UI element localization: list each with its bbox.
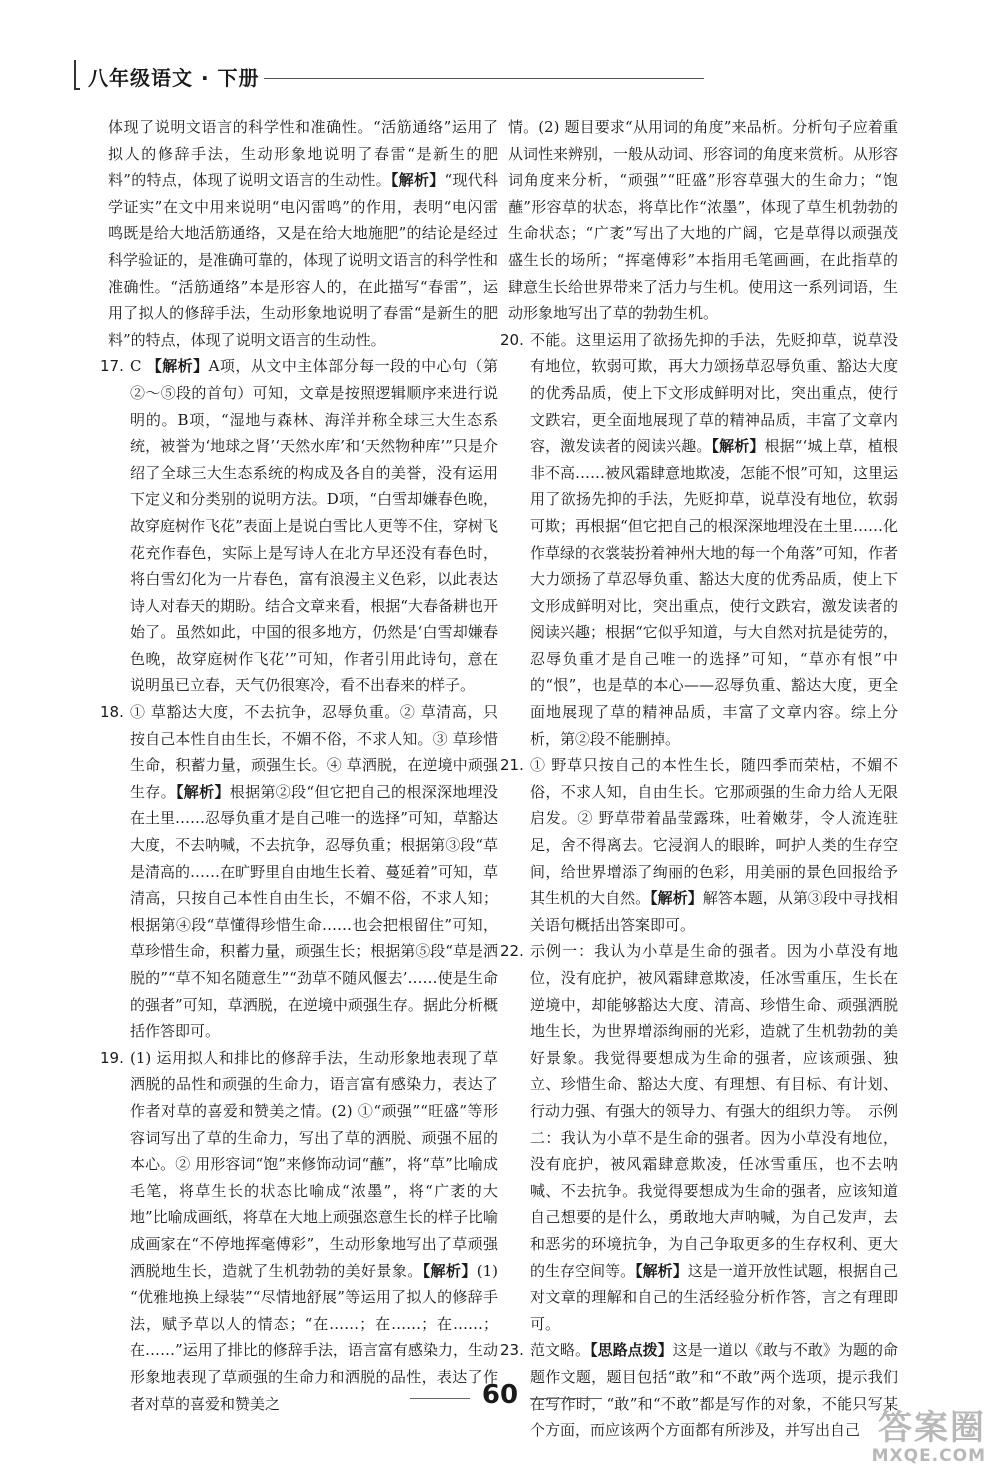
question-number: 22. (500, 942, 524, 961)
header-bracket (74, 60, 80, 90)
answer-item (100, 353, 498, 699)
answer-text: 这是一道开放性试题，根据自己对文章的理解和自己的生活经验分析作答，言之有理即可。 (530, 1261, 898, 1333)
footer-rule-left (410, 1398, 470, 1399)
question-number: 20. (500, 330, 524, 349)
answer-text: (1) “优雅地换上绿装”“尽情地舒展”等运用了拟人的修辞手法，赋予草以人的情态；“在……；在……；在……；在……”运用了排比的修辞手法，语言富有感染力，生动形象地表现了草顽强的生命力和洒脱的品性，表达了作者对草的喜爱和赞美之 (130, 1261, 498, 1413)
watermark-text-bottom: MXQE.COM (871, 1446, 986, 1466)
section-label: 【解析】 (711, 437, 765, 456)
section-label: 【解析】 (146, 357, 209, 376)
answer-text: “现代科学证实”在文中用来说明“电闪雷鸣”的作用，表明“电闪雷鸣既是给大地活筋通络，又是在给大地施肥”的结论是经过科学验证的，是准确可靠的，体现了说明文语言的科学性和准确性。“活筋通络”本是形容人的，在此描写“春雷”，运用了拟人的修辞手法，生动形象地说明了春雷“是新生的肥料”的特点，体现了说明文语言的生动性。 (108, 171, 499, 349)
answer-text: 不能。这里运用了欲扬先抑的手法，先贬抑草，说草没有地位，软弱可欺，再大力颂扬草忍辱负重、豁达大度的优秀品质，使上下文形成鲜明对比，突出重点，使行文跌宕，更全面地展现了草的精神品质，丰富了文章内容，激发读者的阅读兴趣。 (530, 330, 898, 456)
question-number: 17. (100, 357, 124, 376)
page-header (74, 58, 634, 92)
section-label: 【解析】 (175, 782, 230, 801)
answer-item (108, 114, 498, 353)
answer-text: 根据“‘城上草，植根非不高……被风霜肆意地欺凌，怎能不恨”可知，这里运用了欲扬先抑的手法，先贬抑草，说草没有地位，软弱可欺；再根据“但它把自己的根深深地埋没在土里……化作草绿的衣裳装扮着神州大地的每一个角落”可知，作者大力颂扬了草忍辱负重、豁达大度的优秀品质，使上下文形成鲜明对比，突出重点，使行文跌宕，激发读者的阅读兴趣；根据“它似乎知道，与大自然对抗是徒劳的，忍辱负重才是自己唯一的选择”可知，“草亦有恨”中的“恨”，也是草的本心——忍辱负重、豁达大度，更全面地展现了草的精神品质，丰富了文章内容。综上分析，第②段不能删掉。 (530, 437, 898, 748)
section-label: 【解析】 (422, 1261, 477, 1280)
question-number: 23. (500, 1341, 524, 1360)
answer-item (500, 938, 898, 1337)
answer-text: A项，从文中主体部分每一段的中心句（第②～⑤段的首句）可知，文章是按照逻辑顺序来进行说明的。B项，“湿地与森林、海洋并称全球三大生态系统，被誉为‘地球之肾’‘天然水库’和‘天然物种库’”只是介绍了全球三大生态系统的构成及各自的美誉，没有运用下定义和分类别的说明方法。D项，“白雪却嫌春色晚，故穿庭树作飞花”表面上是说白雪比人更等不住，穿树飞花充作春色，实际上是写诗人在北方早还没有春色时，将白雪幻化为一片春色，富有浪漫主义色彩，以此表达诗人对春天的期盼。结合文章来看，根据“大春备耕也开始了。虽然如此，中国的很多地方，仍然是‘白雪却嫌春色晚，故穿庭树作飞花’”可知，作者引用此诗句，意在说明虽已立春，天气仍很寒冷，看不出春来的样子。 (130, 357, 498, 695)
answer-text: C (130, 357, 147, 376)
answer-item (508, 114, 898, 327)
book-title: 八年级语文 · 下册 (88, 66, 260, 90)
answer-text: 示例一：我认为小草是生命的强者。因为小草没有地位，没有庇护，被风霜肆意欺凌，任冰雪重压，生长在逆境中，却能够豁达大度、清高、珍惜生命、顽强洒脱地生长，为世界增添绚丽的光彩，造就了生机勃勃的美好景象。我觉得要想成为生命的强者，应该顽强、独立、珍惜生命、豁达大度、有理想、有目标、有计划、行动力强、有强大的领导力、有强大的组织力等。 示例二：我认为小草不是生命的强者。因为小草没有地位，没有庇护，被风霜肆意欺凌，任冰雪重压，也不去呐喊、不去抗争。我觉得要想成为生命的强者，应该知道自己想要的是什么，勇敢地大声呐喊，为自己发声，去和恶劣的环境抗争，为自己争取更多的生存权利、更大的生存空间等。 (530, 942, 898, 1280)
answer-item (500, 752, 898, 938)
watermark-logo (820, 1400, 990, 1468)
question-number: 18. (100, 703, 124, 722)
answer-item (100, 1045, 498, 1417)
section-label: 【解析】 (390, 171, 445, 190)
left-column (100, 114, 499, 1417)
section-label: 【思路点拨】 (590, 1341, 673, 1360)
answer-text: 这是一道以《敢与不敢》为题的命题作文题，题目包括“敢”和“不敢”两个选项，提示我们在写作时，“敢”和“不敢”都是写作的对象，不能只写某个方面，而应该两个方面都有所涉及，并写出自己 (530, 1341, 898, 1440)
question-number: 21. (500, 756, 524, 775)
answer-text: 范文略。 (530, 1341, 591, 1360)
answer-text: ① 野草只按自己的本性生长，随四季而荣枯，不媚不俗，不求人知，自由生长。它那顽强的生命力给人无限启发。② 野草带着晶莹露珠，吐着嫩芽，令人流连驻足，舍不得离去。它浸润人的眼眸，呵护人类的生存空间，给世界增添了绚丽的色彩，用美丽的景色回报给予其生机的大自然。 (530, 756, 898, 908)
page-number: 60 (481, 1380, 519, 1410)
answer-text: ① 草豁达大度，不去抗争，忍辱负重。② 草清高，只按自己本性自由生长，不媚不俗，不求人知。③ 草珍惜生命，积蓄力量，顽强生长。④ 草洒脱，在逆境中顽强生存。 (130, 703, 498, 801)
section-label: 【解析】 (650, 889, 703, 908)
answer-text: 情。(2) 题目要求“从用词的角度”来品析。分析句子应着重从词性来辨别，一般从动词、形容词的角度来赏析。从形容词角度来分析，“顽强”“旺盛”形容草强大的生命力；“饱蘸”形容草的状态，将草比作“浓墨”，体现了草生机勃勃的生命状态；“广袤”写出了大地的广阔，它是草得以顽强茂盛生长的场所；“挥毫傅彩”本指用毛笔画画，在此指草的肆意生长给世界带来了活力与生机。使用这一系列词语，生动形象地写出了草的勃勃生机。 (508, 118, 899, 323)
footer-rule-right (530, 1398, 602, 1399)
question-number: 19. (100, 1048, 124, 1067)
answer-text: (1) 运用拟人和排比的修辞手法，生动形象地表现了草洒脱的品性和顽强的生命力，语言富有感染力，表达了作者对草的喜爱和赞美之情。(2) ①“顽强”“旺盛”等形容词写出了草的生命力，写出了草的洒脱、顽强不屈的本心。② 用形容词“饱”来修饰动词“蘸”，将“草”比喻成毛笔，将草生长的状态比喻成“浓墨”，将“广袤的大地”比喻成画纸，将草在大地上顽强恣意生长的样子比喻成画家在“不停地挥毫傅彩”，生动形象地写出了草顽强洒脱地生长，造就了生机勃勃的美好景象。 (130, 1048, 498, 1280)
section-label: 【解析】 (635, 1261, 688, 1280)
answer-item (500, 327, 898, 753)
answer-text: 根据第②段“但它把自己的根深深地埋没在土里……忍辱负重才是自己唯一的选择”可知，草豁达大度，不去呐喊，不去抗争，忍辱负重；根据第③段“草是清高的……在旷野里自由地生长着、蔓延着”可知，草清高，只按自己本性自由生长，不媚不俗，不求人知；根据第④段“草懂得珍惜生命……也会把根留住”可知，草珍惜生命，积蓄力量，顽强生长；根据第⑤段“草是洒脱的”“草不知名随意生”“劲草不随风偃去’……使是生命的强者”可知，草洒脱，在逆境中顽强生存。据此分析概括作答即可。 (130, 782, 498, 1041)
answer-text: 体现了说明文语言的科学性和准确性。“活筋通络”运用了拟人的修辞手法，生动形象地说明了春雷“是新生的肥料”的特点，体现了说明文语言的生动性。 (108, 118, 498, 190)
watermark-text-top: 答案圈 (878, 1408, 986, 1448)
answer-item (100, 699, 498, 1045)
header-rule (264, 78, 704, 79)
answer-text: 解答本题，从第③段中寻找相关语句概括出答案即可。 (530, 889, 898, 934)
